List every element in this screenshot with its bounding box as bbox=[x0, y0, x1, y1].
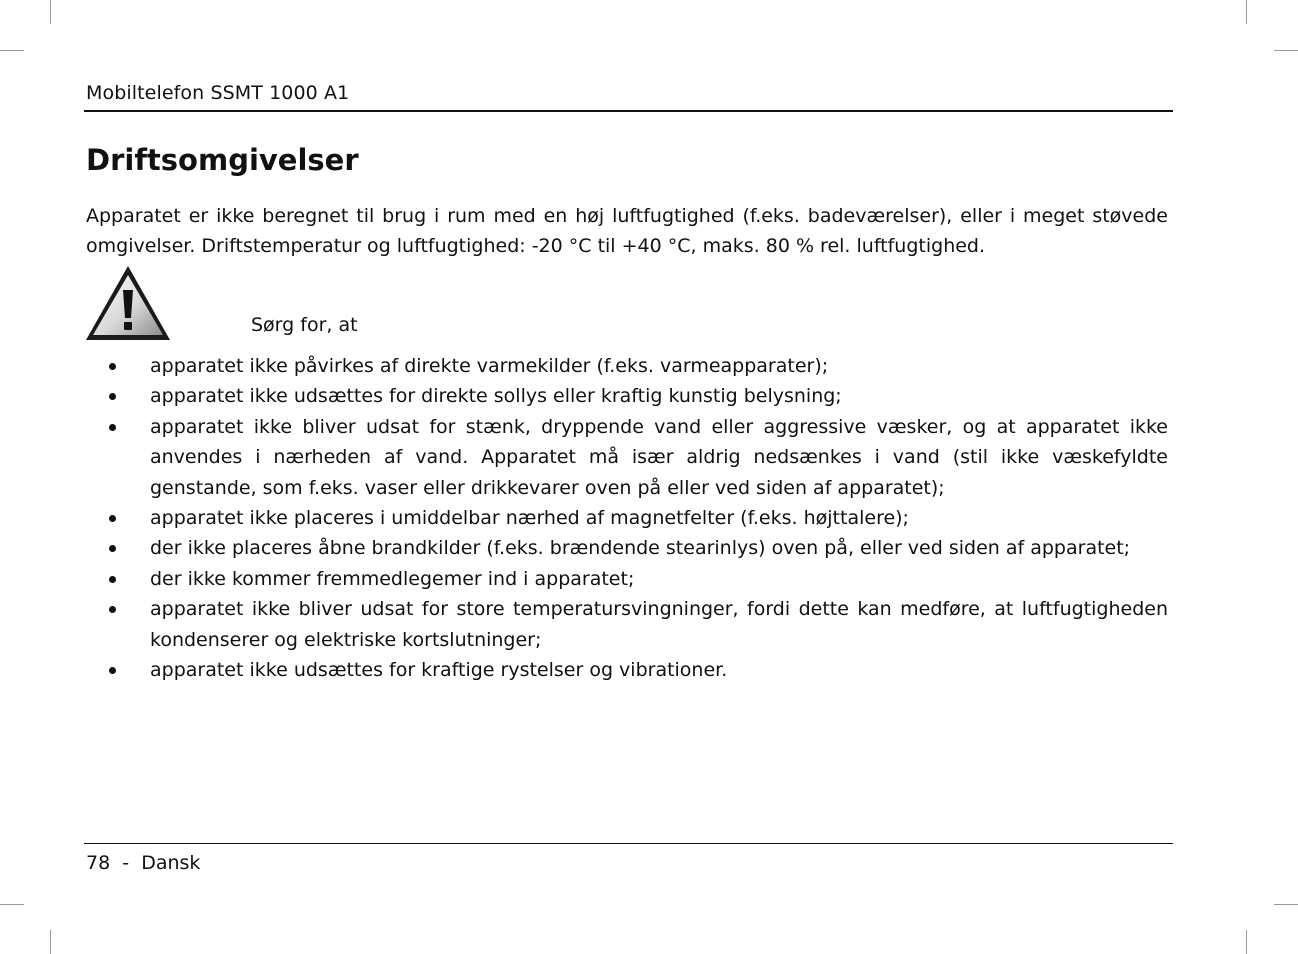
bullet-icon bbox=[109, 667, 116, 674]
crop-mark bbox=[50, 0, 51, 24]
list-item-text: apparatet ikke bliver udsat for store temperatursvingninger, fordi dette kan medføre, at luftfugtigheden kondenserer og elektriske kortslutninger; bbox=[150, 598, 1168, 651]
list-item-text: apparatet ikke udsættes for kraftige rystelser og vibrationer. bbox=[150, 659, 728, 682]
list-item-text: apparatet ikke placeres i umiddelbar nærhed af magnetfelter (f.eks. højttalere); bbox=[150, 507, 909, 530]
bullet-icon bbox=[109, 515, 116, 522]
precautions-list bbox=[86, 351, 1168, 685]
bullet-icon bbox=[109, 363, 116, 370]
bullet-icon bbox=[109, 545, 116, 552]
list-item-text: apparatet ikke udsættes for direkte sollys eller kraftig kunstig belysning; bbox=[150, 385, 842, 408]
crop-mark bbox=[1246, 0, 1247, 24]
warning-triangle-icon bbox=[84, 264, 172, 342]
bullet-icon bbox=[109, 606, 116, 613]
list-item bbox=[86, 655, 1168, 685]
footer-divider bbox=[84, 843, 1173, 844]
list-item-text: der ikke placeres åbne brandkilder (f.eks. brændende stearinlys) oven på, eller ved siden af apparatet; bbox=[150, 537, 1131, 560]
list-item bbox=[86, 503, 1168, 533]
crop-mark bbox=[1246, 930, 1247, 954]
list-item-text: apparatet ikke bliver udsat for stænk, dryppende vand eller aggressive væsker, og at apparatet ikke anvendes i nærheden af vand. Apparatet må især aldrig nedsænkes i vand (stil ikke væskefyldte genstande, som f.eks. vaser eller drikkevarer oven på eller ved siden af apparatet); bbox=[150, 415, 1168, 499]
list-item bbox=[86, 594, 1168, 655]
list-item bbox=[86, 351, 1168, 381]
crop-mark bbox=[1274, 50, 1298, 51]
header-divider bbox=[84, 110, 1173, 112]
list-item bbox=[86, 564, 1168, 594]
section-title: Driftsomgivelser bbox=[86, 143, 359, 177]
page-number-label: 78 - Dansk bbox=[86, 852, 201, 874]
crop-mark bbox=[1274, 904, 1298, 905]
list-item-text: apparatet ikke påvirkes af direkte varmekilder (f.eks. varmeapparater); bbox=[150, 355, 829, 377]
intro-paragraph: Apparatet er ikke beregnet til brug i rum med en høj luftfugtighed (f.eks. badeværelser), eller i meget støvede omgivelser. Driftstemperatur og luftfugtighed: -20 °C til +40 °C, maks. 80 % rel. luftfugtighed. bbox=[86, 205, 1168, 257]
bullet-icon bbox=[109, 576, 116, 583]
crop-mark bbox=[0, 904, 24, 905]
running-header: Mobiltelefon SSMT 1000 A1 bbox=[86, 82, 350, 104]
crop-mark bbox=[50, 930, 51, 954]
bullet-icon bbox=[109, 424, 116, 431]
list-item bbox=[86, 381, 1168, 411]
list-item-text: der ikke kommer fremmedlegemer ind i apparatet; bbox=[150, 567, 635, 590]
list-item bbox=[86, 412, 1168, 503]
crop-mark bbox=[0, 50, 24, 51]
list-item bbox=[86, 533, 1168, 563]
bullet-icon bbox=[109, 393, 116, 400]
caution-lead-text: Sørg for, at bbox=[251, 314, 358, 336]
